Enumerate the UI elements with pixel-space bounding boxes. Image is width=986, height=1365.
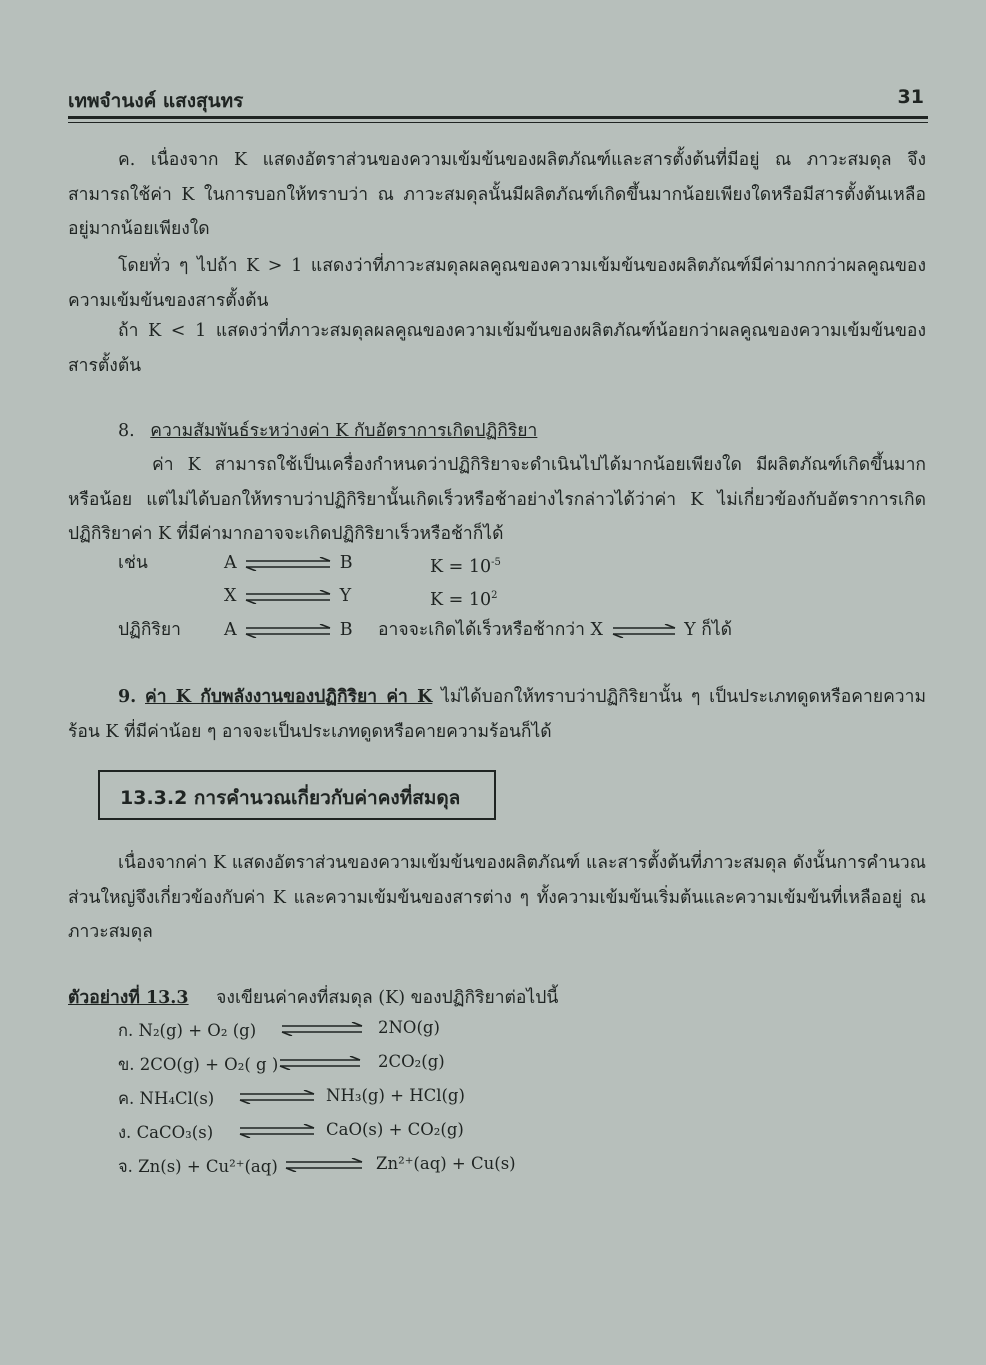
header-author: เทพจำนงค์ แสงสุนทร xyxy=(68,90,244,112)
equation-c-product: NH₃(g) + HCl(g) xyxy=(326,1086,465,1105)
section-8-heading xyxy=(118,417,537,445)
paragraph-calculation: เนื่องจากค่า K แสดงอัตราส่วนของความเข้มข้นของผลิตภัณฑ์ และสารตั้งต้นที่ภาวะสมดุล ดังนั้นการคำนวณส่วนใหญ่จึงเกี่ยวข้องกับค่า K และความเข้มข้นของสารต่าง ๆ ทั้งความเข้มข้นเริ่มต้นและความเข้มข้นที่เหลืออยู่ ณ ภาวะสมดุล xyxy=(68,853,926,942)
section-9-title: ค่า K กับพลังงานของปฏิกิริยา ค่า K xyxy=(145,687,433,707)
header-rule-thick xyxy=(68,116,928,119)
section-heading: 13.3.2 การคำนวณเกี่ยวกับค่าคงที่สมดุล xyxy=(120,787,461,809)
equation-d: ง. CaCO₃(s) xyxy=(118,1123,214,1142)
equilibrium-arrow-icon xyxy=(609,624,679,638)
example-label: เช่น xyxy=(118,553,148,573)
equilibrium-arrow-icon xyxy=(278,1022,366,1036)
equilibrium-arrow-icon xyxy=(236,1090,318,1104)
equilibrium-arrow-icon xyxy=(242,557,334,571)
paragraph-k-less: ถ้า K < 1 แสดงว่าที่ภาวะสมดุลผลคูณของความเข้มข้นของผลิตภัณฑ์น้อยกว่าผลคูณของความเข้มข้นของสารตั้งต้น xyxy=(68,321,926,376)
section-heading-box xyxy=(98,770,496,820)
paragraph-c: ค. เนื่องจาก K แสดงอัตราส่วนของความเข้มข้นของผลิตภัณฑ์และสารตั้งต้นที่มีอยู่ ณ ภาวะสมดุล จึงสามารถใช้ค่า K ในการบอกให้ทราบว่า ณ ภาวะสมดุลนั้นมีผลิตภัณฑ์เกิดขึ้นมากน้อยเพียงใดหรือมีสารตั้งต้นเหลืออยู่มากน้อยเพียงใด xyxy=(68,150,926,239)
example-instruction: จงเขียนค่าคงที่สมดุล (K) ของปฏิกิริยาต่อไปนี้ xyxy=(216,988,559,1008)
reaction-3-comment: อาจจะเกิดได้เร็วหรือช้ากว่า X Y ก็ได้ xyxy=(378,620,733,640)
equilibrium-arrow-icon xyxy=(236,1124,318,1138)
paragraph-k-greater: โดยทั่ว ๆ ไปถ้า K > 1 แสดงว่าที่ภาวะสมดุลผลคูณของความเข้มข้นของผลิตภัณฑ์มีค่ามากกว่าผลคูณของความเข้มข้นของสารตั้งต้น xyxy=(68,256,926,311)
reaction-label: ปฏิกิริยา xyxy=(118,620,181,640)
example-heading xyxy=(68,984,558,1012)
equation-e: จ. Zn(s) + Cu²⁺(aq) xyxy=(118,1157,278,1176)
section-8-body: ค่า K สามารถใช้เป็นเครื่องกำหนดว่าปฏิกิริยาจะดำเนินไปได้มากน้อยเพียงใด มีผลิตภัณฑ์เกิดขึ้นมากหรือน้อย แต่ไม่ได้บอกให้ทราบว่าปฏิกิริยานั้นเกิดเร็วหรือช้าอย่างไรกล่าวได้ว่าค่า K ไม่เกี่ยวข้องกับอัตราการเกิดปฏิกิริยาค่า K ที่มีค่ามากอาจจะเกิดปฏิกิริยาเร็วหรือช้าก็ได้ xyxy=(68,455,926,544)
example-label: ตัวอย่างที่ 13.3 xyxy=(68,988,189,1008)
reaction-2-k: $K = 10^2$ xyxy=(430,589,498,610)
reaction-1-k: $K = 10^{-5}$ xyxy=(430,556,501,577)
reaction-3: A B xyxy=(224,620,353,640)
running-header xyxy=(68,86,928,114)
equation-b-product: 2CO₂(g) xyxy=(378,1052,445,1071)
equation-e-product: Zn²⁺(aq) + Cu(s) xyxy=(376,1154,516,1173)
reaction-1: A B xyxy=(224,553,353,573)
reaction-2: X Y xyxy=(224,586,352,606)
section-9-body: ไม่ได้บอกให้ทราบว่าปฏิกิริยานั้น ๆ เป็นประเภทดูดหรือคายความร้อน K ที่มีค่าน้อย ๆ อาจจะเป็นประเภทดูดหรือคายความร้อนก็ได้ xyxy=(68,687,926,742)
header-rule-thin xyxy=(68,122,928,123)
equation-a-product: 2NO(g) xyxy=(378,1018,440,1037)
equilibrium-arrow-icon xyxy=(276,1056,364,1070)
page-number: 31 xyxy=(897,86,924,108)
equation-d-product: CaO(s) + CO₂(g) xyxy=(326,1120,464,1139)
equation-c: ค. NH₄Cl(s) xyxy=(118,1089,215,1108)
equation-a: ก. N₂(g) + O₂ (g) xyxy=(118,1021,257,1040)
equilibrium-arrow-icon xyxy=(242,624,334,638)
equilibrium-arrow-icon xyxy=(242,590,334,604)
section-9-number: 9. xyxy=(118,687,137,707)
section-8-number: 8. xyxy=(118,421,135,441)
section-8-title: ความสัมพันธ์ระหว่างค่า K กับอัตราการเกิดปฏิกิริยา xyxy=(150,421,538,441)
section-9 xyxy=(68,680,926,749)
equation-b: ข. 2CO(g) + O₂( g ) xyxy=(118,1055,279,1074)
equilibrium-arrow-icon xyxy=(282,1158,366,1172)
